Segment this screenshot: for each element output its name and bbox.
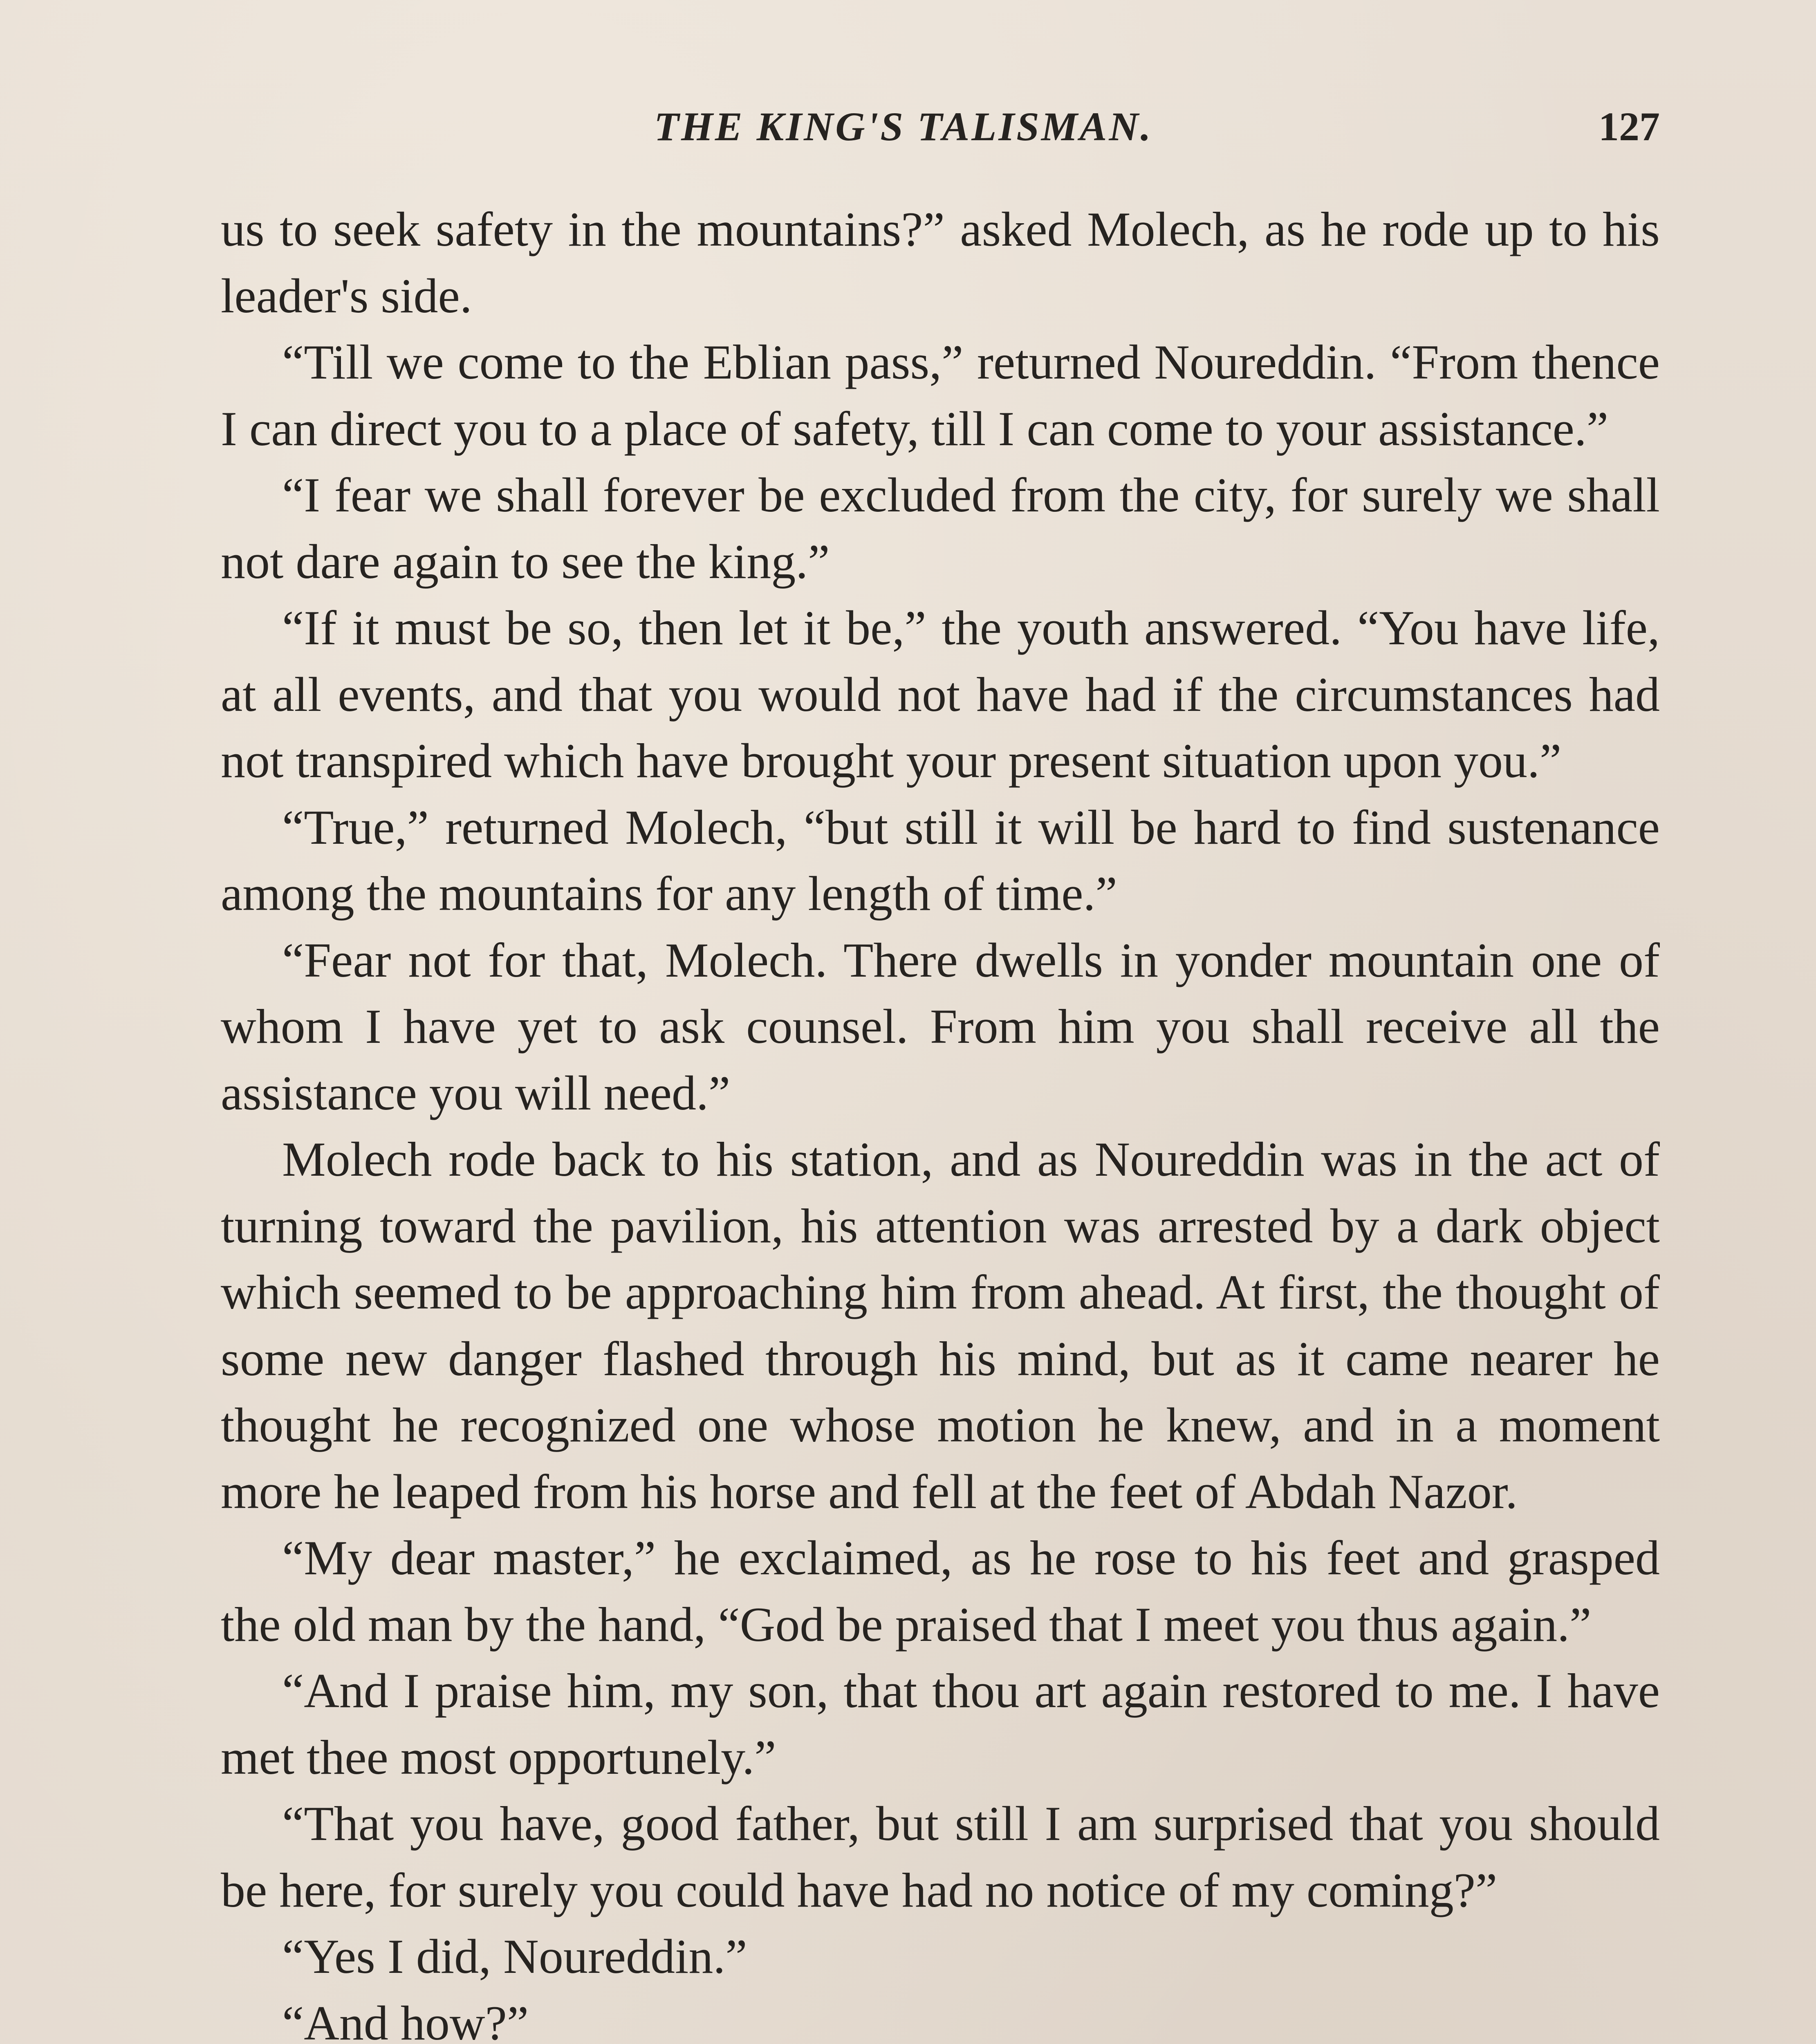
paragraph: “And how?” [282, 1995, 529, 2044]
paragraph-continued: us to seek safety in the mountains?” asked Molech, as he rode up to his leader's side. [221, 202, 1660, 323]
paragraph: “And I praise him, my son, that thou art again restored to me. I have met thee most opportunely.” [221, 1663, 1660, 1784]
paragraph: “If it must be so, then let it be,” the youth answered. “You have life, at all events, and that you would not have had if the circumstances had not transpired which have brought your present situation upon you.” [221, 601, 1660, 788]
paragraph: “Till we come to the Eblian pass,” returned Noureddin. “From thence I can direct you to a place of safety, till I can come to your assistance.” [221, 335, 1660, 456]
body-text [221, 196, 1660, 2044]
running-head [221, 96, 1660, 157]
paragraph: Molech rode back to his station, and as Noureddin was in the act of turning toward the pavilion, his attention was arrested by a dark object which seemed to be approaching him from ahead. At first, the thought of some new danger flashed through his mind, but as it came nearer he thought he recognized one whose motion he knew, and in a moment more he leaped from his horse and fell at the feet of Abdah Nazor. [221, 1132, 1660, 1519]
paragraph: “Fear not for that, Molech. There dwells in yonder mountain one of whom I have yet to ask counsel. From him you shall receive all the assistance you will need.” [221, 932, 1660, 1120]
paragraph: “That you have, good father, but still I am surprised that you should be here, for surely you could have had no notice of my coming?” [221, 1796, 1660, 1917]
paragraph: “Yes I did, Noureddin.” [282, 1929, 747, 1983]
paragraph: “I fear we shall forever be excluded from the city, for surely we shall not dare again to see the king.” [221, 468, 1660, 589]
page-number: 127 [1599, 104, 1660, 149]
paragraph: “My dear master,” he exclaimed, as he rose to his feet and grasped the old man by the hand, “God be praised that I meet you thus again.” [221, 1531, 1660, 1652]
running-title: THE KING'S TALISMAN. [654, 104, 1153, 149]
paragraph: “True,” returned Molech, “but still it will be hard to find sustenance among the mountains for any length of time.” [221, 800, 1660, 921]
